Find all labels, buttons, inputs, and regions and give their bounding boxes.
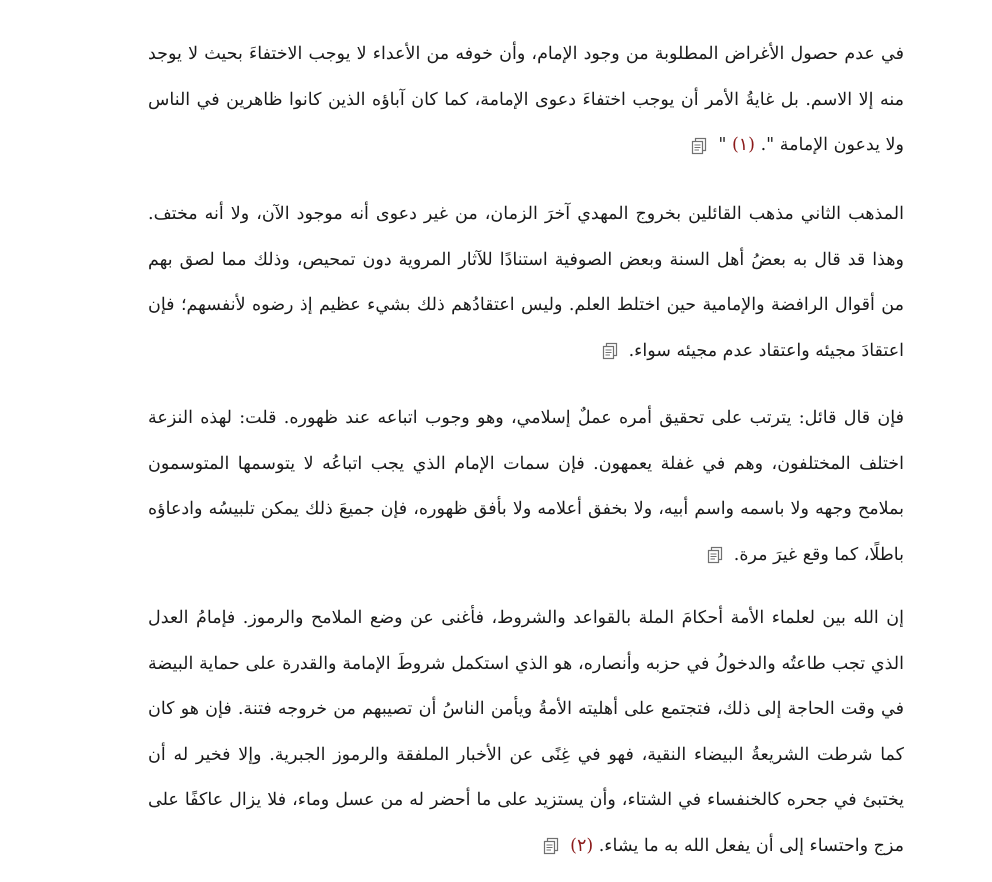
paragraph-2-text: المذهب الثاني مذهب القائلين بخروج المهدي آخرَ الزمان، من غير دعوى أنه موجود الآن، ولا أنه مختف. وهذا قد قال به بعضُ أهل السنة وبعض الصوفية استنادًا للآثار المروية دون تمحيص، وذلك مما لصق بهم من أقوال الرافضة والإمامية حين اختلط العلم. وليس اعتقادُهم ذلك بشيء عظيم إذ رضوه لأنفسهم؛ فإن اعتقادَ مجيئه واعتقاد عدم مجيئه سواء. <box>148 204 904 361</box>
copy-icon[interactable] <box>706 546 724 564</box>
paragraph-2 <box>148 192 904 374</box>
paragraph-3-text: فإن قال قائل: يترتب على تحقيق أمره عملٌ إسلامي، وهو وجوب اتباعه عند ظهوره. قلت: لهذه النزعة اختلف المختلفون، وهم في غفلة يعمهون. فإن سمات الإمام الذي يجب اتباعُه لا يتوسمها المتوسمون بملامح وجهه ولا باسمه واسم أبيه، ولا بخفق أعلامه ولا بأفق ظهوره، فإن جميعَ ذلك يمكن تلبيسُه وادعاؤه باطلًا، كما وقع غيرَ مرة. <box>148 408 904 565</box>
copy-icon[interactable] <box>690 137 708 155</box>
paragraph-4 <box>148 596 904 869</box>
paragraph-3 <box>148 396 904 578</box>
paragraph-1-closing-quote: " <box>718 135 732 155</box>
copy-icon[interactable] <box>601 342 619 360</box>
paragraph-4-text: إن الله بين لعلماء الأمة أحكامَ الملة بالقواعد والشروط، فأغنى عن وضع الملامح والرموز. فإمامُ العدل الذي تجب طاعتُه والدخولُ في حزبه وأنصاره، هو الذي استكمل شروطَ الإمامة والقدرة على حماية البيضة في وقت الحاجة إلى ذلك، فتجتمع على أهليته الأمةُ ويأمن الناسُ أن تصيبهم من خروجه فتنة. فإن هو كان كما شرطت الشريعةُ البيضاء النقية، فهو في غِنًى عن الأخبار الملفقة والرموز الجبرية. وإلا فخير له أن يختبئ في جحره كالخنفساء في الشتاء، وأن يستزيد على ما أحضر له من عسل وماء، فلا يزال عاكفًا على مزج واحتساء إلى أن يفعل الله به ما يشاء. <box>148 608 904 856</box>
footnote-ref-2[interactable]: (٢) <box>570 835 594 856</box>
footnote-ref-1[interactable]: (١) <box>731 135 755 155</box>
paragraph-1-text: في عدم حصول الأغراض المطلوبة من وجود الإمام، وأن خوفه من الأعداء لا يوجب الاختفاءَ بحيث لا يوجد منه إلا الاسم. بل غايةُ الأمر أن يوجب اختفاءَ دعوى الإمامة، كما كان آباؤه الذين كانوا ظاهرين في الناس ولا يدعون الإمامة ". <box>148 44 904 155</box>
copy-icon[interactable] <box>542 837 560 855</box>
paragraph-1 <box>148 32 904 169</box>
